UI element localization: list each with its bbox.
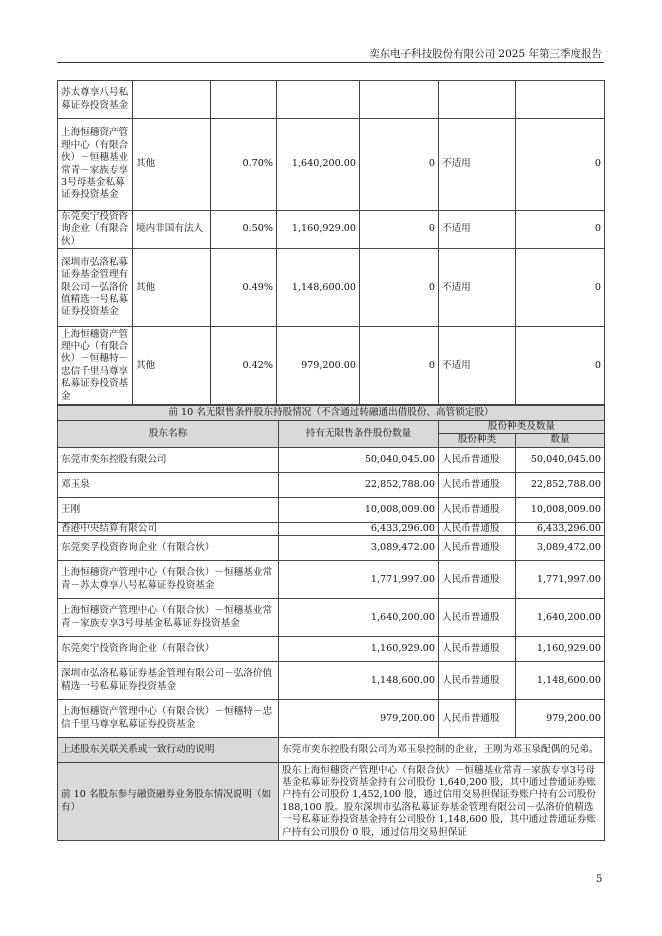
- unrestricted-quantity: 22,852,788.00: [279, 472, 439, 497]
- unrestricted-quantity: 1,160,929.00: [279, 637, 439, 662]
- shares-held: [277, 81, 360, 119]
- table-row: [58, 249, 605, 327]
- unrestricted-quantity: 50,040,045.00: [279, 447, 439, 472]
- holding-percent: 0.50%: [211, 211, 277, 249]
- share-type: 人民币普通股: [439, 522, 516, 535]
- relation-label: 上述股东关联关系或一致行动的说明: [58, 738, 279, 763]
- restricted-shares: 0: [360, 119, 439, 211]
- pledge-quantity: 0: [516, 119, 605, 211]
- holder-nature: 其他: [133, 327, 211, 405]
- holding-percent: 0.70%: [211, 119, 277, 211]
- report-header: 奕东电子科技股份有限公司 2025 年第三季度报告: [369, 48, 602, 60]
- share-count: 1,160,929.00: [516, 637, 605, 662]
- restricted-shares: [360, 81, 439, 119]
- holding-percent: 0.49%: [211, 249, 277, 327]
- page-number: 5: [596, 874, 603, 885]
- relation-text: 东莞市奕东控股有限公司为邓玉泉控制的企业，王刚为邓玉泉配偶的兄弟。: [279, 738, 605, 763]
- share-count: 1,640,200.00: [516, 599, 605, 637]
- pledge-quantity: 0: [516, 249, 605, 327]
- holder-name: 王刚: [58, 497, 279, 522]
- holder-name: 上海恒穗资产管理中心（有限合伙）－恒穗特－忠信千里马尊享私募证券投资基金: [58, 700, 279, 738]
- unrestricted-quantity: 10,008,009.00: [279, 497, 439, 522]
- pledge-quantity: 0: [516, 211, 605, 249]
- share-type: 人民币普通股: [439, 536, 516, 561]
- unrestricted-quantity: 979,200.00: [279, 700, 439, 738]
- holder-name: 上海恒穗资产管理中心（有限合伙）－恒穗特－忠信千里马尊享私募证券投资基金: [58, 327, 133, 405]
- share-type: 人民币普通股: [439, 599, 516, 637]
- holder-name: 东莞奕孚投资咨询企业（有限合伙）: [58, 536, 279, 561]
- restricted-shares: 0: [360, 327, 439, 405]
- holder-name: 上海恒穗资产管理中心（有限合伙）－恒穗基业常青－苏太尊享八号私募证券投资基金: [58, 561, 279, 599]
- holder-nature: 其他: [133, 249, 211, 327]
- table-row: [58, 497, 605, 522]
- holder-nature: [133, 81, 211, 119]
- share-count: 50,040,045.00: [516, 447, 605, 472]
- share-type: 人民币普通股: [439, 637, 516, 662]
- share-count: 1,148,600.00: [516, 662, 605, 700]
- share-count: 979,200.00: [516, 700, 605, 738]
- section-title: 前 10 名无限售条件股东持股情况（不含通过转融通出借股份、高管锁定股）: [58, 406, 605, 421]
- pledge-status: 不适用: [439, 327, 516, 405]
- pledge-status: 不适用: [439, 211, 516, 249]
- col-header-type: 股份种类: [439, 434, 516, 447]
- table-row: [58, 327, 605, 405]
- table-row: [58, 81, 605, 119]
- table-row: [58, 561, 605, 599]
- share-type: 人民币普通股: [439, 561, 516, 599]
- share-type: 人民币普通股: [439, 447, 516, 472]
- unrestricted-holders-table: [57, 405, 605, 841]
- holding-percent: 0.42%: [211, 327, 277, 405]
- holder-name: 上海恒穗资产管理中心（有限合伙）－恒穗基业常青－家族专享3号母基金私募证券投资基金: [58, 599, 279, 637]
- col-header-qty: 持有无限售条件股份数量: [279, 421, 439, 448]
- holder-nature: 其他: [133, 119, 211, 211]
- table-row: [58, 536, 605, 561]
- holder-name: 东莞奕宁投资咨询企业（有限合伙）: [58, 211, 133, 249]
- holder-name: 东莞奕宁投资咨询企业（有限合伙）: [58, 637, 279, 662]
- restricted-shares: 0: [360, 249, 439, 327]
- holder-name: 上海恒穗资产管理中心（有限合伙）－恒穗基业常青－家族专享3号母基金私募证券投资基金: [58, 119, 133, 211]
- table-row: [58, 119, 605, 211]
- margin-text: 股东上海恒穗资产管理中心（有限合伙）－恒穗基业常青－家族专享3号母基金私募证券投资基金持有公司股份 1,640,200 股，其中通过普通证券账户持有公司股份 1,452,100 股，通过信用交易担保证券账户持有公司股份 188,100 股。股东深圳市弘洛私募证券基金管理有限公司－弘洛价值精选一号私募证券投资基金持有公司股份 1,148,600 股，其中通过普通证券账户持有公司股份 0 股，通过信用交易担保证: [279, 763, 605, 841]
- share-type: 人民币普通股: [439, 700, 516, 738]
- share-count: 22,852,788.00: [516, 472, 605, 497]
- share-count: 10,008,009.00: [516, 497, 605, 522]
- shares-held: 1,160,929.00: [277, 211, 360, 249]
- table-row: [58, 637, 605, 662]
- holder-nature: 境内非国有法人: [133, 211, 211, 249]
- share-type: 人民币普通股: [439, 662, 516, 700]
- table-row: [58, 599, 605, 637]
- unrestricted-quantity: 1,148,600.00: [279, 662, 439, 700]
- holder-name: 苏太尊享八号私募证券投资基金: [58, 81, 133, 119]
- unrestricted-quantity: 3,089,472.00: [279, 536, 439, 561]
- holder-name: 深圳市弘洛私募证券基金管理有限公司－弘洛价值精选一号私募证券投资基金: [58, 662, 279, 700]
- holder-name: 香港中央结算有限公司: [58, 522, 279, 535]
- share-count: 1,771,997.00: [516, 561, 605, 599]
- table-row: [58, 211, 605, 249]
- holder-name: 东莞市奕东控股有限公司: [58, 447, 279, 472]
- share-count: 6,433,296.00: [516, 522, 605, 535]
- holder-name: 深圳市弘洛私募证券基金管理有限公司－弘洛价值精选一号私募证券投资基金: [58, 249, 133, 327]
- share-count: 3,089,472.00: [516, 536, 605, 561]
- col-header-count: 数量: [516, 434, 605, 447]
- table-row: [58, 662, 605, 700]
- table-row: [58, 447, 605, 472]
- restricted-shares: 0: [360, 211, 439, 249]
- header-rule: [57, 62, 604, 63]
- table-row: [58, 700, 605, 738]
- top-holders-table: [57, 80, 605, 405]
- col-header-name: 股东名称: [58, 421, 279, 448]
- pledge-status: 不适用: [439, 249, 516, 327]
- holding-percent: [211, 81, 277, 119]
- shares-held: 1,640,200.00: [277, 119, 360, 211]
- shares-held: 979,200.00: [277, 327, 360, 405]
- pledge-quantity: [516, 81, 605, 119]
- unrestricted-quantity: 1,771,997.00: [279, 561, 439, 599]
- margin-label: 前 10 名股东参与融资融券业务股东情况说明（如有）: [58, 763, 279, 841]
- unrestricted-quantity: 1,640,200.00: [279, 599, 439, 637]
- share-type: 人民币普通股: [439, 497, 516, 522]
- share-type: 人民币普通股: [439, 472, 516, 497]
- table-row: [58, 522, 605, 535]
- pledge-quantity: 0: [516, 327, 605, 405]
- holder-name: 邓玉泉: [58, 472, 279, 497]
- table-row: [58, 472, 605, 497]
- col-header-type-group: 股份种类及数量: [439, 421, 605, 434]
- pledge-status: [439, 81, 516, 119]
- unrestricted-quantity: 6,433,296.00: [279, 522, 439, 535]
- pledge-status: 不适用: [439, 119, 516, 211]
- shares-held: 1,148,600.00: [277, 249, 360, 327]
